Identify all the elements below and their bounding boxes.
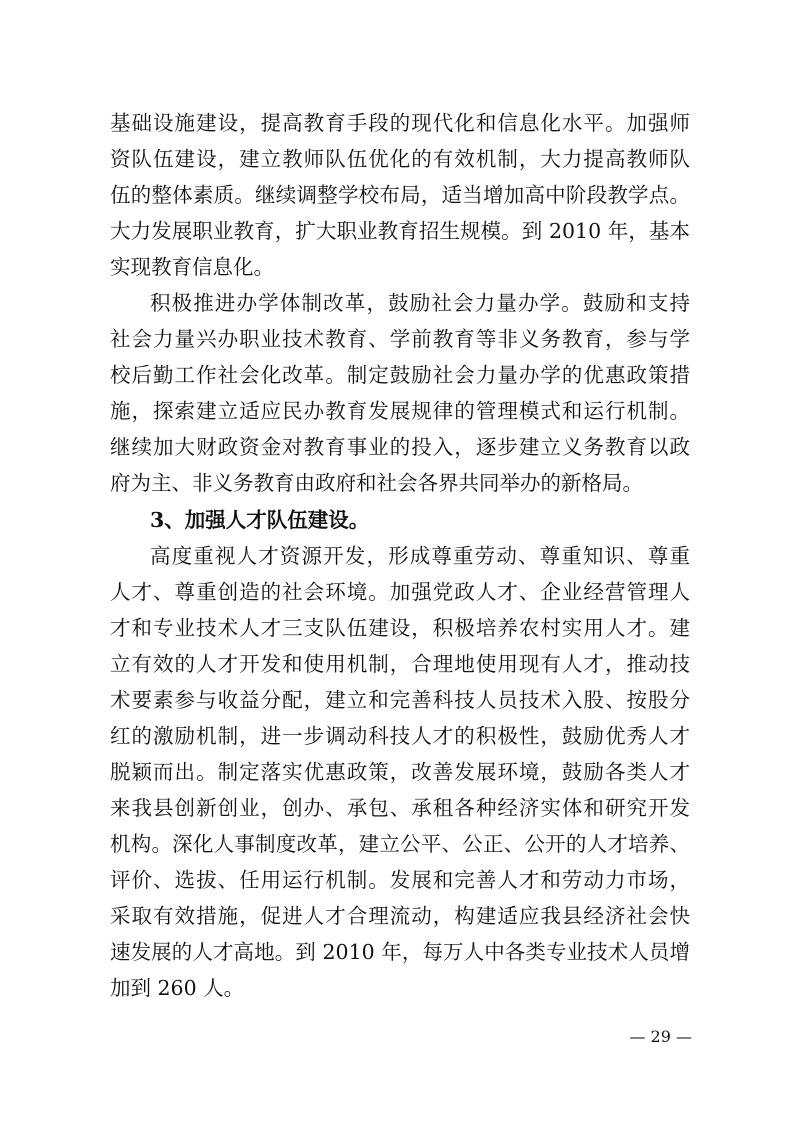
text-line: 伍的整体素质。继续调整学校布局，适当增加高中阶段教学点。 <box>110 183 690 207</box>
text-line: 机构。深化人事制度改革，建立公平、公正、公开的人才培养、 <box>110 832 690 856</box>
text-line: 社会力量兴办职业技术教育、学前教育等非义务教育，参与学 <box>110 327 690 351</box>
paragraph-first-line: 高度重视人才资源开发，形成尊重劳动、尊重知识、尊重 <box>150 544 690 568</box>
text-line: 府为主、非义务教育由政府和社会各界共同举办的新格局。 <box>110 471 643 495</box>
text-line: 来我县创新创业，创办、承包、承租各种经济实体和研究开发 <box>110 796 690 820</box>
text-line: 资队伍建设，建立教师队伍优化的有效机制，大力提高教师队 <box>110 147 690 171</box>
page-number: — 29 — <box>629 1027 692 1046</box>
paragraph-first-line: 积极推进办学体制改革，鼓励社会力量办学。鼓励和支持 <box>150 291 690 315</box>
text-line: 校后勤工作社会化改革。制定鼓励社会力量办学的优惠政策措 <box>110 363 690 387</box>
text-line: 评价、选拔、任用运行机制。发展和完善人才和劳动力市场， <box>110 868 690 892</box>
text-line: 基础设施建设，提高教育手段的现代化和信息化水平。加强师 <box>110 111 690 135</box>
text-line: 人才、尊重创造的社会环境。加强党政人才、企业经营管理人 <box>110 580 690 604</box>
text-line: 加到 260 人。 <box>110 976 245 1000</box>
text-line: 采取有效措施，促进人才合理流动，构建适应我县经济社会快 <box>110 904 690 928</box>
text-line: 继续加大财政资金对教育事业的投入，逐步建立义务教育以政 <box>110 435 690 459</box>
text-line: 红的激励机制，进一步调动科技人才的积极性，鼓励优秀人才 <box>110 724 690 748</box>
text-line: 施，探索建立适应民办教育发展规律的管理模式和运行机制。 <box>110 399 690 423</box>
text-line: 实现教育信息化。 <box>110 255 274 279</box>
text-line: 脱颖而出。制定落实优惠政策，改善发展环境，鼓励各类人才 <box>110 760 690 784</box>
text-line: 才和专业技术人才三支队伍建设，积极培养农村实用人才。建 <box>110 616 690 640</box>
text-line: 速发展的人才高地。到 2010 年，每万人中各类专业技术人员增 <box>110 940 690 964</box>
section-heading: 3、加强人才队伍建设。 <box>150 508 370 532</box>
text-line: 大力发展职业教育，扩大职业教育招生规模。到 2010 年，基本 <box>110 219 690 243</box>
text-line: 立有效的人才开发和使用机制，合理地使用现有人才，推动技 <box>110 652 690 676</box>
text-line: 术要素参与收益分配，建立和完善科技人员技术入股、按股分 <box>110 688 690 712</box>
